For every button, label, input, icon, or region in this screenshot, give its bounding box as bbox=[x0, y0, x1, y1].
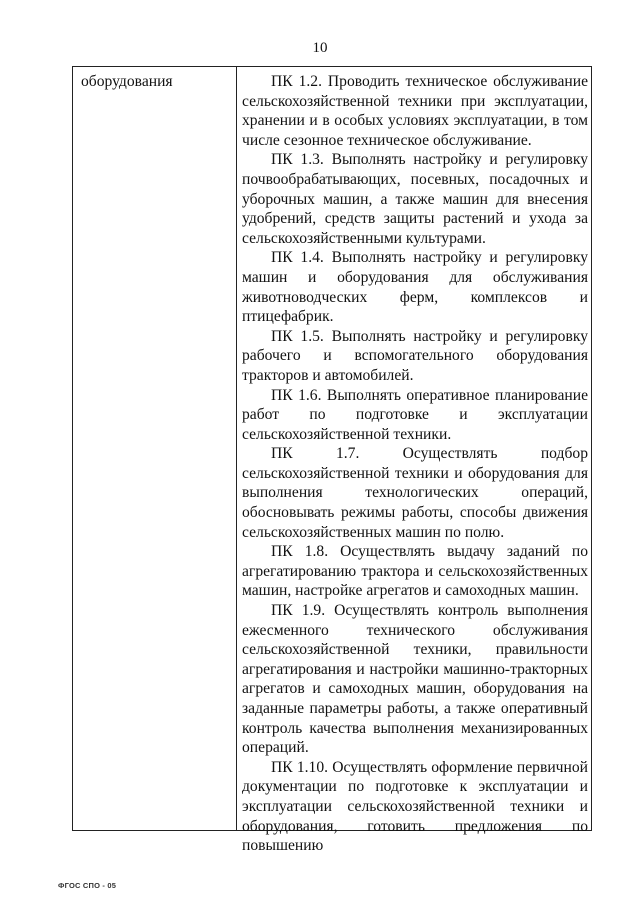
footer-document-code: ФГОС СПО - 05 bbox=[58, 881, 117, 890]
competency-table bbox=[72, 66, 592, 855]
page-number: 10 bbox=[312, 40, 328, 56]
competency-pk-1-4: ПК 1.4. Выполнять настройку и регулировку машин и оборудования для обслуживания животноводческих ферм, комплексов и птицефабрик. bbox=[242, 249, 588, 326]
competency-pk-1-5: ПК 1.5. Выполнять настройку и регулировку рабочего и вспомогательного оборудования тракторов и автомобилей. bbox=[242, 327, 588, 384]
competency-pk-1-7: ПК 1.7. Осуществлять подбор сельскохозяйственной техники и оборудования для выполнения технологических операций, обосновывать режимы работы, способы движения сельскохозяйственных машин по полю. bbox=[242, 445, 588, 541]
competency-pk-1-3: ПК 1.3. Выполнять настройку и регулировку почвообрабатывающих, посевных, посадочных и уборочных машин, а также машин для внесения удобрений, средств защиты растений и ухода за сельскохозяйственными культурами. bbox=[242, 151, 588, 247]
competency-pk-1-9: ПК 1.9. Осуществлять контроль выполнения ежесменного технического обслуживания сельскохозяйственной техники, правильности агрегатирования и настройки машинно-тракторных агрегатов и самоходных машин, оборудования на заданные параметры работы, а также оперативный контроль качества выполнения механизированных операций. bbox=[242, 602, 588, 757]
table-right-cell bbox=[237, 67, 591, 855]
competency-pk-1-8: ПК 1.8. Осуществлять выдачу заданий по агрегатированию трактора и сельскохозяйственных машин, настройке агрегатов и самоходных машин. bbox=[242, 543, 588, 600]
table-left-cell: оборудования bbox=[73, 67, 237, 830]
competency-pk-1-2: ПК 1.2. Проводить техническое обслуживание сельскохозяйственной техники при эксплуатации, хранении и в особых условиях эксплуатации, в том числе сезонное техническое обслуживание. bbox=[242, 73, 588, 149]
competency-pk-1-6: ПК 1.6. Выполнять оперативное планирование работ по подготовке и эксплуатации сельскохозяйственной техники. bbox=[242, 386, 588, 443]
competency-pk-1-10: ПК 1.10. Осуществлять оформление первичной документации по подготовке к эксплуатации и эксплуатации сельскохозяйственной техники и оборудования, готовить предложения по повышению bbox=[242, 758, 588, 855]
